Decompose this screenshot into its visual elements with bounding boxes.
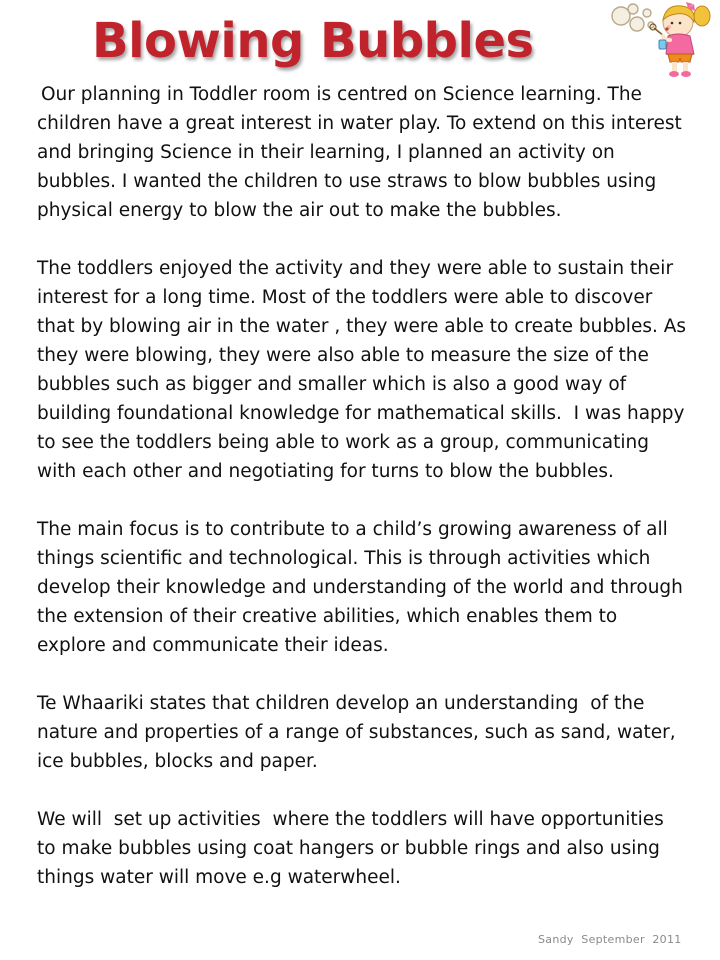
document-body xyxy=(37,80,692,892)
paragraph-planning: Our planning in Toddler room is centred on Science learning. The children have a great interest in water play. To extend on this interest and bringing Science in their learning, I planned an activity on bubbles. I wanted the children to use straws to blow bubbles using physical energy to blow the air out to make the bubbles. xyxy=(37,84,688,221)
paragraph-main-focus: The main focus is to contribute to a child’s growing awareness of all things scientific and technological. This is through activities which develop their knowledge and understanding of the world and through the extension of their creative abilities, which enables them to explore and communicate their ideas. xyxy=(37,519,689,656)
paragraph-next-steps: We will set up activities where the toddlers will have opportunities to make bubbles using coat hangers or bubble rings and also using things water will move e.g waterwheel. xyxy=(37,809,670,888)
footer-author-date: Sandy September 2011 xyxy=(538,933,682,946)
paragraph-te-whaariki: Te Whaariki states that children develop an understanding of the nature and properties of a range of substances, such as sand, water, ice bubbles, blocks and paper. xyxy=(37,693,682,772)
paragraph-observation: The toddlers enjoyed the activity and they were able to sustain their interest for a long time. Most of the toddlers were able to discover that by blowing air in the water , they were able to create bubbles. As they were blowing, they were also able to measure the size of the bubbles such as bigger and smaller which is also a good way of building foundational knowledge for mathematical skills. I was happy to see the toddlers being able to work as a group, communicating with each other and negotiating for turns to blow the bubbles. xyxy=(37,258,692,482)
girl-blowing-bubbles-icon xyxy=(610,2,716,78)
page-title: Blowing Bubbles xyxy=(92,13,534,69)
